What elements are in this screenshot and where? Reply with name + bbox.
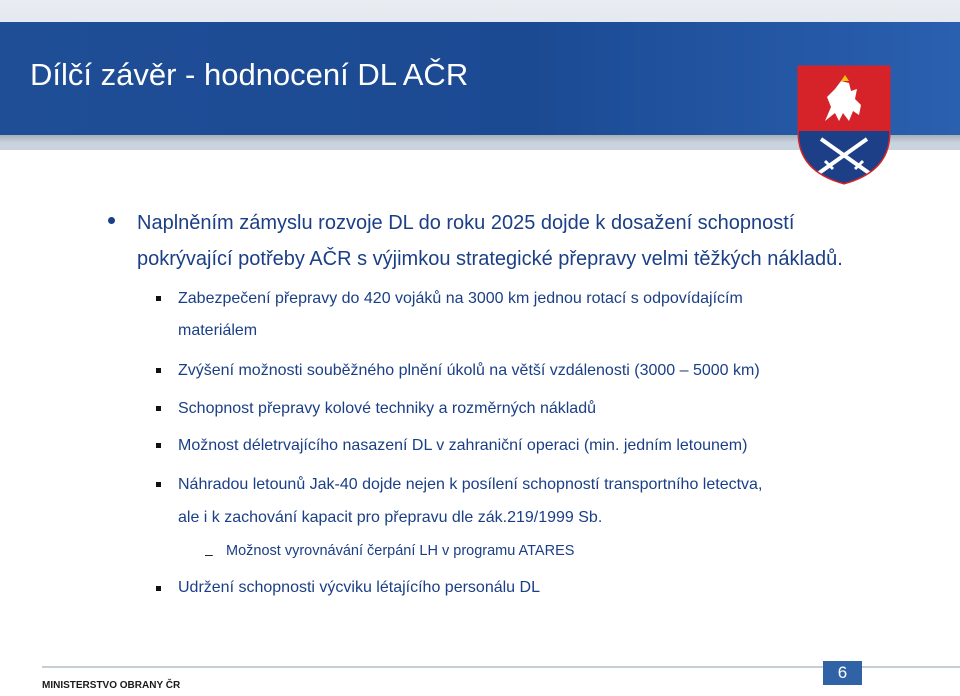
slide-title: Dílčí závěr - hodnocení DL AČR [30, 57, 469, 92]
square-bullet-icon [156, 586, 161, 591]
sub-item: Zvýšení možnosti souběžného plnění úkolů na větší vzdálenosti (3000 – 5000 km) [178, 362, 760, 379]
page-number: 6 [823, 661, 862, 685]
square-bullet-icon [156, 368, 161, 373]
sub-item: Zabezpečení přepravy do 420 vojáků na 3000 km jednou rotací s odpovídajícím [178, 290, 743, 307]
main-bullet-text: Naplněním zámyslu rozvoje DL do roku 2025 dojde k dosažení schopností pokrývající potřeby AČR s výjimkou strategické přepravy velmi těžkých nákladů. [137, 212, 843, 270]
sub-item: Schopnost přepravy kolové techniky a rozměrných nákladů [178, 400, 596, 417]
dash-bullet-icon: – [205, 546, 213, 562]
sub-item: Udržení schopnosti výcviku létajícího personálu DL [178, 579, 540, 596]
square-bullet-icon [156, 406, 161, 411]
sub-item: Možnost déletrvajícího nasazení DL v zahraniční operaci (min. jedním letounem) [178, 437, 748, 454]
square-bullet-icon [156, 443, 161, 448]
sub-sub-item: Možnost vyrovnávání čerpání LH v programu ATARES [226, 543, 575, 559]
sub-item: Náhradou letounů Jak-40 dojde nejen k posílení schopností transportního letectva, [178, 476, 763, 493]
sub-item-continuation: ale i k zachování kapacit pro přepravu dle zák.219/1999 Sb. [178, 509, 603, 526]
square-bullet-icon [156, 482, 161, 487]
bullet-dot-icon [108, 217, 115, 224]
sub-item-continuation: materiálem [178, 322, 258, 339]
square-bullet-icon [156, 296, 161, 301]
footer-organization: MINISTERSTVO OBRANY ČR [42, 680, 181, 691]
